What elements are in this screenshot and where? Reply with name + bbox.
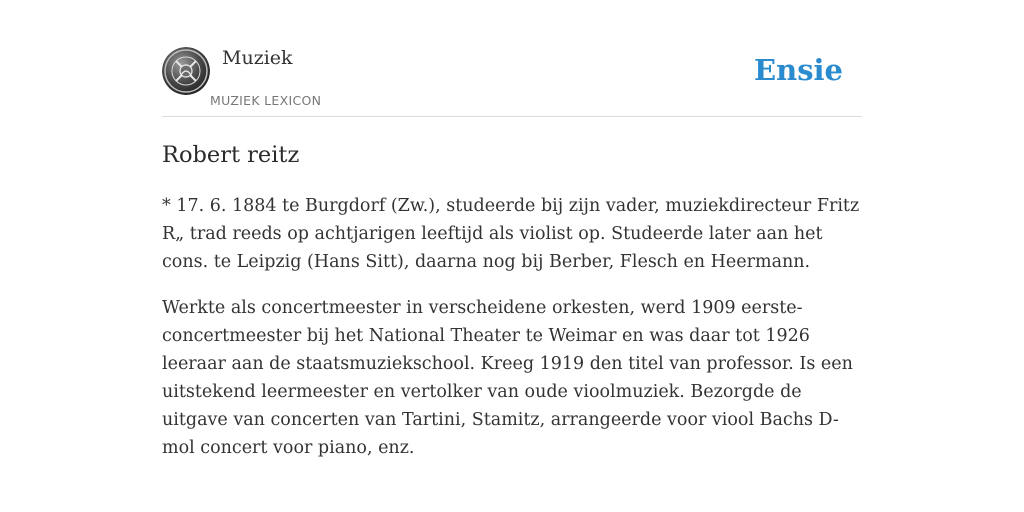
article-body — [162, 192, 862, 480]
article-title: Robert reitz — [162, 142, 300, 168]
section-subtitle[interactable]: MUZIEK LEXICON — [210, 93, 322, 108]
header — [162, 40, 862, 117]
article-paragraph: * 17. 6. 1884 te Burgdorf (Zw.), studeerde bij zijn vader, muziekdirecteur Fritz R„ trad reeds op achtjarigen leeftijd als violist op. Studeerde later aan het cons. te Leipzig (Hans Sitt), daarna nog bij Berber, Flesch en Heermann. — [162, 196, 860, 272]
brand-logo[interactable]: Ensie — [754, 53, 843, 87]
article-paragraph: Werkte als concertmeester in verscheidene orkesten, werd 1909 eerste-concertmeester bij het National Theater te Weimar en was daar tot 1926 leeraar aan de staatsmuziekschool. Kreeg 1919 den titel van professor. Is een uitstekend leermeester en vertolker van oude vioolmuziek. Bezorgde de uitgave van concerten van Tartini, Stamitz, arrangeerde voor viool Bachs D-mol concert voor piano, enz. — [162, 298, 853, 458]
section-title[interactable]: Muziek — [222, 47, 293, 69]
music-lexicon-logo-icon[interactable] — [162, 47, 210, 95]
